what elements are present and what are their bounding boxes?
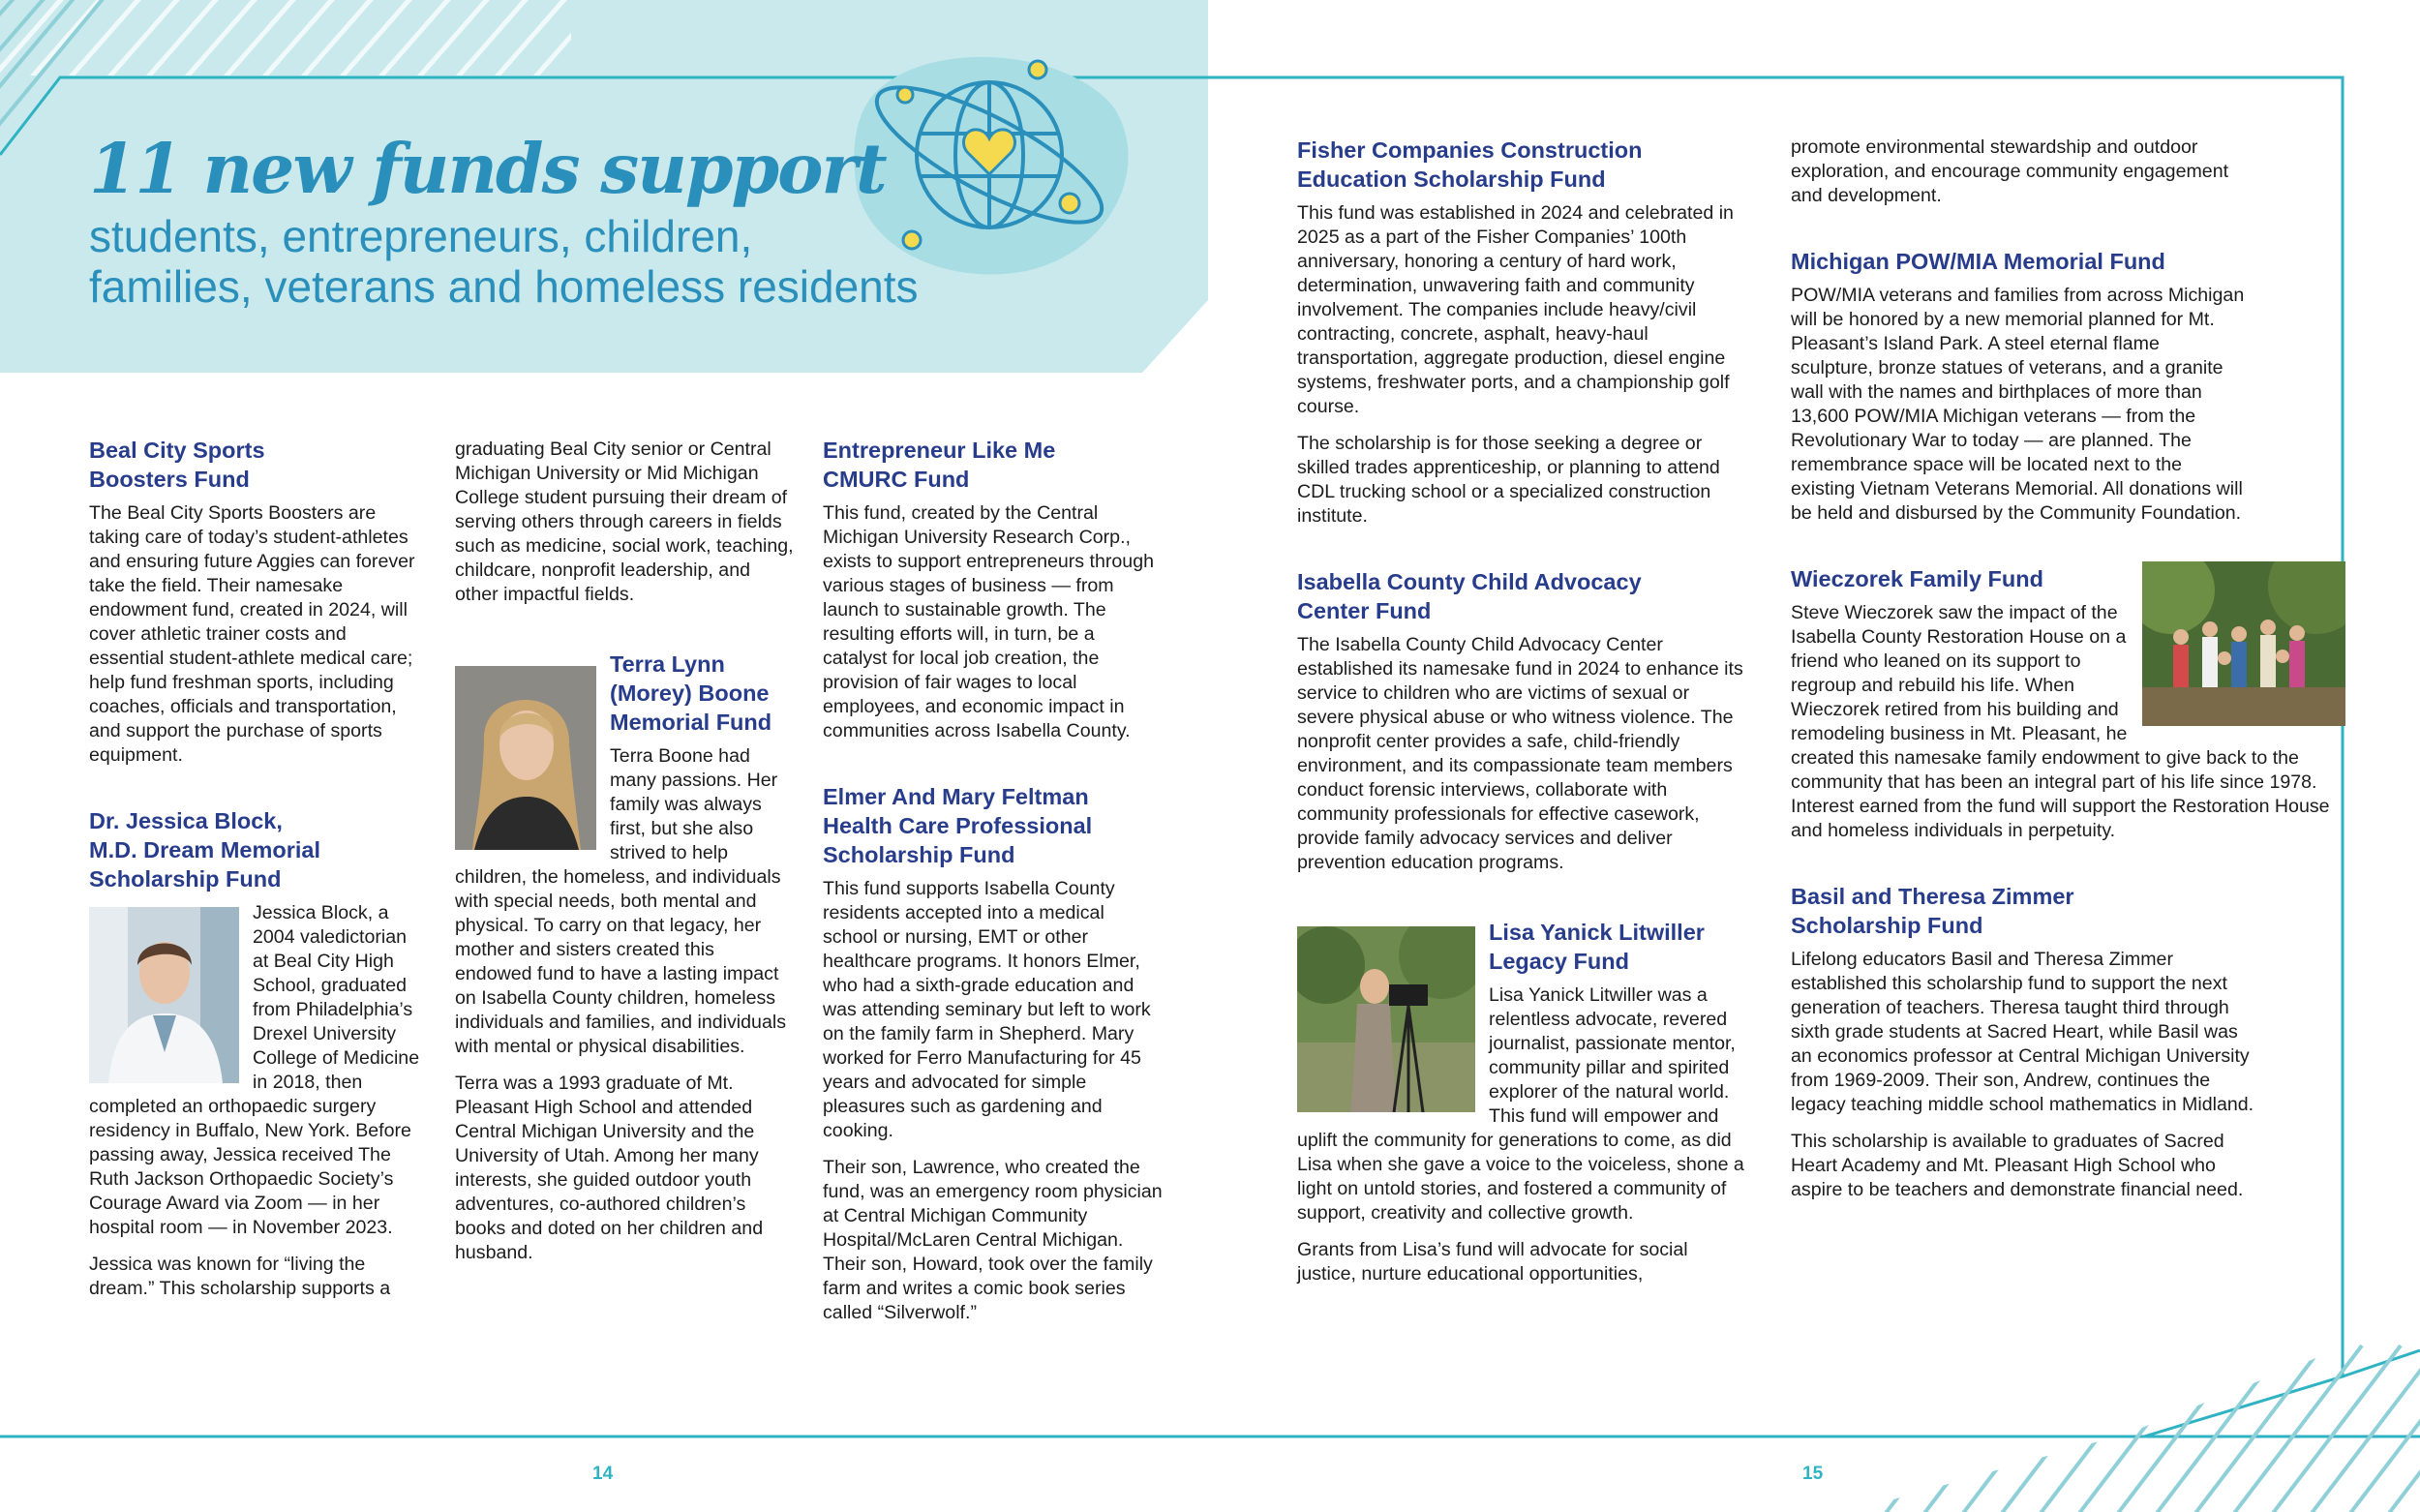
fund-text-powmia: POW/MIA veterans and families from across Michigan will be honored by a new memorial planned for Mt. Pleasant’s Island Park. A steel eternal flame sculpture, bronze statues of veterans, and a granite wall with the names and birthplaces of more than 13,600 POW/MIA Michigan veterans — from the Revolutionary War to today — are planned. The remembrance space will be located next to the existing Vietnam Veterans Memorial. All donations will be held and disbursed by the Community Foundation.	[1791, 285, 2245, 524]
fund-text-boone-2: Terra was a 1993 graduate of Mt. Pleasant High School and attended Central Michigan University and the University of Utah. Among her many interests, she guided outdoor youth adventures, co-authored children’s books and doted on her children and husband.	[455, 1073, 764, 1263]
fund-text-litwiller-1: Lisa Yanick Litwiller was a relentless advocate, revered journalist, passionate mentor, community pillar and spirited explorer of the natural world. This fund will empower and uplift the community for generations to come, as did Lisa when she gave a voice to the voiceless, shone a light on untold stories, and fostered a community of support, creativity and collective growth.	[1297, 984, 1744, 1224]
column-5	[1791, 136, 2345, 1215]
fund-text-fisher-1: This fund was established in 2024 and celebrated in 2025 as a part of the Fisher Companies’ 100th anniversary, honoring a century of hard work, determination, unwavering faith and community involvement. The companies include heavy/civil contracting, concrete, asphalt, heavy-haul transportation, aggregate production, diesel engine systems, freshwater ports, and a championship golf course.	[1297, 202, 1734, 417]
photo-terra-boone	[455, 666, 596, 850]
photo-lisa-litwiller	[1297, 926, 1475, 1112]
fund-text-wieczorek: Steve Wieczorek saw the impact of the Isabella County Restoration House on a friend who leaned on its support to regroup and rebuild his life. When Wieczorek retired from his building and remodeling business in Mt. Pleasant, he created this namesake family endowment to give back to the community that has been an integral part of his life since 1978. Interest earned from the fund will support the Restoration House and homeless individuals in perpetuity.	[1791, 602, 2330, 841]
fund-text-boone-1: Terra Boone had many passions. Her family was always first, but she also strived to help children, the homeless, and individuals with special needs, both mental and physical. To carry on that legacy, her mother and sisters created this endowed fund to have a lasting impact on Isabella County children, homeless individuals and families, and individuals with mental or physical disabilities.	[455, 745, 787, 1057]
fund-title-wieczorek: Wieczorek Family Fund	[1791, 566, 2043, 591]
fund-text-fisher-2: The scholarship is for those seeking a degree or skilled trades apprenticeship, or planning to attend CDL trucking school or a specialized construction institute.	[1297, 433, 1720, 527]
fund-title-litwiller: Lisa Yanick Litwiller Legacy Fund	[1489, 920, 1705, 974]
page-number-left: 14	[592, 1464, 614, 1484]
fund-title-boone: Terra Lynn (Morey) Boone Memorial Fund	[610, 651, 772, 735]
fund-title-block: Dr. Jessica Block, M.D. Dream Memorial Scholarship Fund	[89, 808, 320, 892]
fund-text-beal: The Beal City Sports Boosters are taking care of today’s student-athletes and ensuring future Aggies can forever take the field. Their namesake endowment fund, created in 2024, will cover athletic trainer costs and essential student-athlete medical care; help fund freshman sports, including coaches, officials and transportation, and support the purchase of sports equipment.	[89, 502, 415, 766]
column-4	[1297, 136, 1747, 1299]
subhead-line2: families, veterans and homeless residents	[89, 261, 919, 312]
fund-text-block-1: Jessica Block, a 2004 valedictorian at Beal City High School, graduated from Philadelphia’s Drexel University College of Medicine in 2018, then completed an orthopaedic surgery residency in Buffalo, New York. Before passing away, Jessica received The Ruth Jackson Orthopaedic Society’s Courage Award via Zoom — in her hospital room — in November 2023.	[89, 902, 420, 1238]
fund-text-entrepreneur: This fund, created by the Central Michigan University Research Corp., exists to support entrepreneurs through various stages of business — from launch to sustainable growth. The resulting efforts will, in turn, be a catalyst for local job creation, the provision of fair wages to local employees, and economic impact in communities across Isabella County.	[823, 502, 1155, 741]
fund-title-advocacy: Isabella County Child Advocacy Center Fund	[1297, 569, 1642, 623]
page-number-right: 15	[1802, 1464, 1824, 1484]
fund-text-litwiller-2: Grants from Lisa’s fund will advocate for social justice, nurture educational opportunities,	[1297, 1239, 1688, 1285]
column-3	[823, 436, 1164, 1338]
fund-title-entrepreneur: Entrepreneur Like Me CMURC Fund	[823, 438, 1056, 492]
fund-title-feltman: Elmer And Mary Feltman Health Care Professional Scholarship Fund	[823, 784, 1093, 867]
fund-text-zimmer-2: This scholarship is available to graduates of Sacred Heart Academy and Mt. Pleasant High School who aspire to be teachers and demonstrate financial need.	[1791, 1131, 2244, 1200]
subhead-line1: students, entrepreneurs, children,	[89, 211, 753, 261]
column-1	[89, 436, 423, 1314]
fund-text-block-2: Jessica was known for “living the dream.” This scholarship supports a	[89, 1254, 391, 1299]
headline: 11 new funds support	[89, 128, 886, 209]
fund-title-powmia: Michigan POW/MIA Memorial Fund	[1791, 249, 2165, 274]
fund-text-feltman-1: This fund supports Isabella County residents accepted into a medical school or nursing, EMT or other healthcare programs. It honors Elmer, who had a sixth-grade education and was attending seminary but left to work on the family farm in Shepherd. Mary worked for Ferro Manufacturing for 45 years and advocated for simple pleasures such as gardening and cooking.	[823, 878, 1151, 1141]
fund-title-zimmer: Basil and Theresa Zimmer Scholarship Fund	[1791, 884, 2074, 938]
fund-text-litwiller-3: promote environmental stewardship and outdoor exploration, and encourage community engagement and development.	[1791, 136, 2229, 206]
fund-text-block-3: graduating Beal City senior or Central Michigan University or Mid Michigan College student pursuing their dream of serving others through careers in fields such as medicine, social work, teaching, childcare, nonprofit leadership, and other impactful fields.	[455, 438, 794, 605]
column-2	[455, 438, 796, 1278]
fund-text-advocacy: The Isabella County Child Advocacy Center established its namesake fund in 2024 to enhance its service to children who are victims of sexual or severe physical abuse or who witness violence. The nonprofit center provides a safe, child-friendly environment, and its compassionate team members conduct forensic interviews, collaborate with community professionals for effective casework, provide family advocacy services and deliver prevention education programs.	[1297, 634, 1743, 873]
photo-jessica-block	[89, 907, 239, 1083]
header	[89, 126, 919, 312]
fund-title-fisher: Fisher Companies Construction Education Scholarship Fund	[1297, 137, 1643, 192]
fund-title-beal: Beal City Sports Boosters Fund	[89, 438, 265, 492]
fund-text-feltman-2: Their son, Lawrence, who created the fund, was an emergency room physician at Central Michigan Community Hospital/McLaren Central Michigan. Their son, Howard, took over the family farm and writes a comic book series called “Silverwolf.”	[823, 1157, 1163, 1323]
fund-text-zimmer-1: Lifelong educators Basil and Theresa Zimmer established this scholarship fund to support the next generation of teachers. Theresa taught third through sixth grade students at Sacred Heart, while Basil was an economics professor at Central Michigan University from 1969-2009. Their son, Andrew, continues the legacy teaching middle school mathematics in Midland.	[1791, 949, 2254, 1115]
photo-wieczorek-family	[2142, 561, 2345, 726]
